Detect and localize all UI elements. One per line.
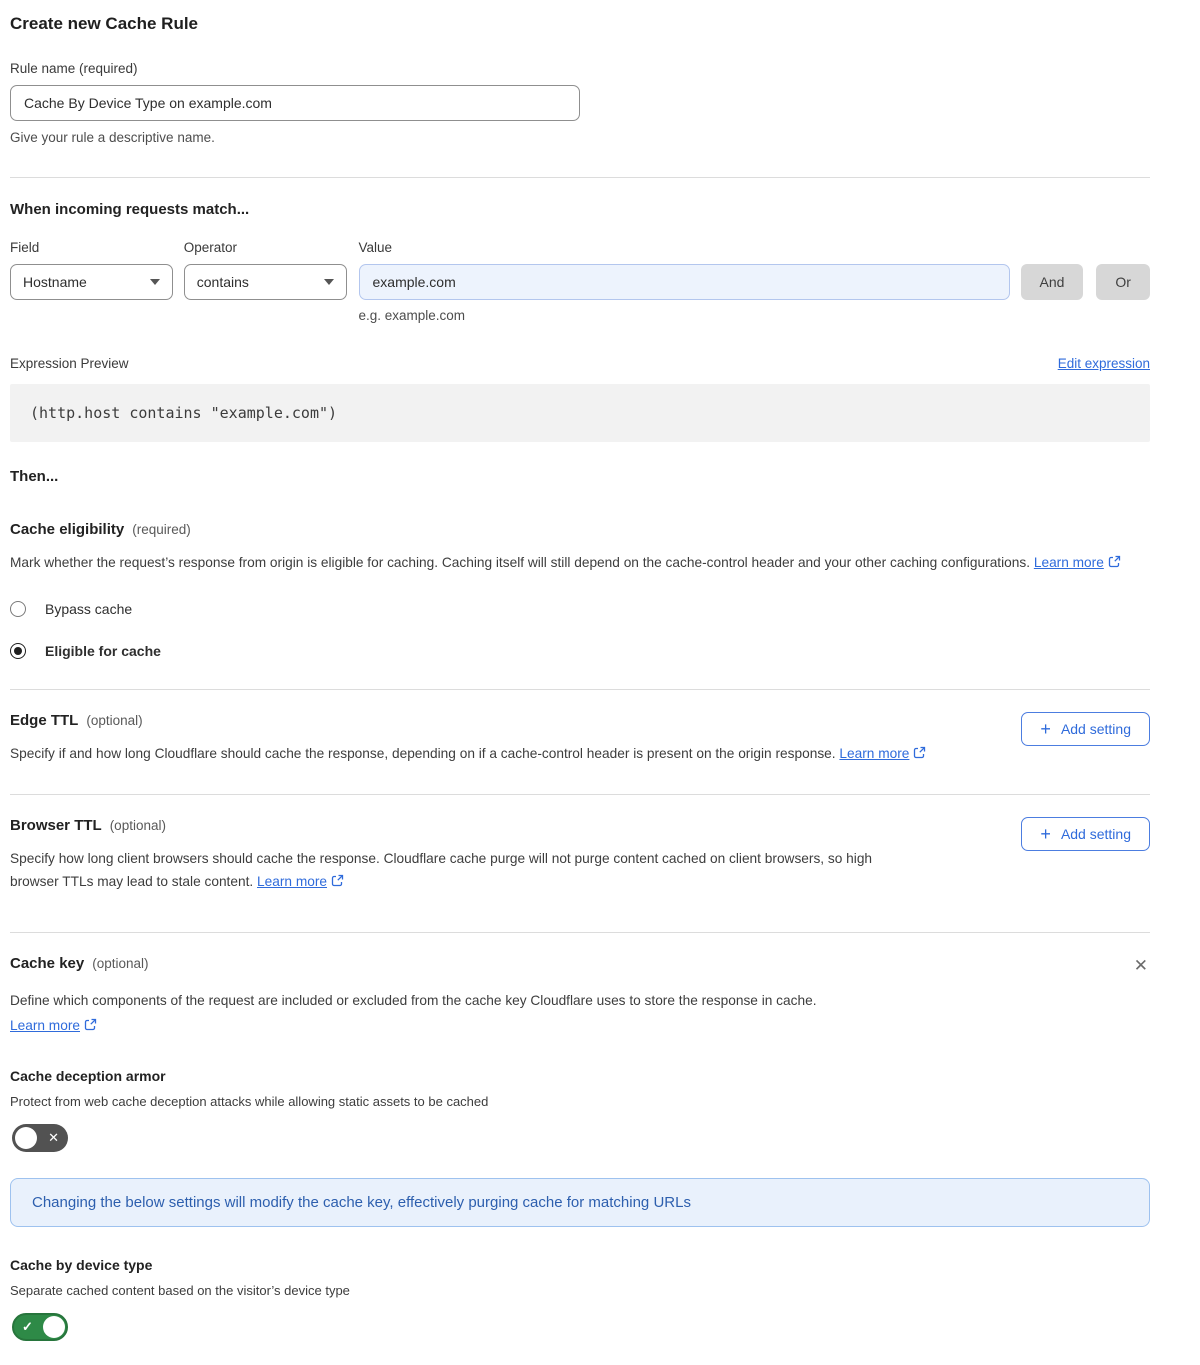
close-icon[interactable]: ✕: [1133, 956, 1148, 975]
browser-ttl-section: [10, 817, 1150, 894]
radio-icon[interactable]: [10, 601, 26, 617]
divider: [10, 177, 1150, 178]
add-setting-label: Add setting: [1060, 721, 1131, 737]
cache-key-header-row: [10, 955, 1150, 976]
cache-key-description: Define which components of the request are included or excluded from the cache key Cloudflare uses to store the response in cache.: [10, 993, 817, 1008]
operator-selected-value: contains: [196, 274, 249, 290]
divider: [10, 932, 1150, 933]
browser-ttl-learn-more-link[interactable]: Learn more: [257, 874, 328, 889]
cache-deception-armor-title: Cache deception armor: [10, 1068, 166, 1084]
radio-option-eligible-for-cache[interactable]: [10, 643, 1150, 659]
chevron-down-icon: [150, 279, 160, 285]
plus-icon: +: [1040, 719, 1051, 739]
toggle-knob: [43, 1316, 65, 1338]
field-group: [10, 240, 173, 300]
edge-ttl-add-setting-button[interactable]: [1021, 712, 1150, 746]
value-input[interactable]: [359, 264, 1010, 300]
cache-deception-armor-description: Protect from web cache deception attacks while allowing static assets to be cached: [10, 1094, 489, 1109]
cache-key-section: [10, 955, 1150, 1365]
then-heading: Then...: [10, 468, 59, 485]
cache-by-device-type-title: Cache by device type: [10, 1257, 153, 1273]
browser-ttl-description-text: Specify how long client browsers should cache the response. Cloudflare cache purge will not purge content cached on client browsers, so high browser TTLs may lead to stale content.: [10, 851, 873, 889]
operator-group: [184, 240, 347, 300]
create-cache-rule-page: [10, 14, 1150, 1365]
toggle-knob: [15, 1127, 37, 1149]
edge-ttl-title-row: [10, 712, 926, 729]
external-link-icon: [331, 871, 344, 894]
match-condition-row: [10, 240, 1150, 323]
rule-name-input[interactable]: [10, 85, 580, 121]
divider: [10, 794, 1150, 795]
cache-key-info-banner: Changing the below settings will modify the cache key, effectively purging cache for matching URLs: [10, 1178, 1150, 1227]
toggle-on-icon: ✓: [22, 1319, 33, 1334]
browser-ttl-description: [10, 847, 916, 894]
rule-name-helper: Give your rule a descriptive name.: [10, 130, 215, 145]
field-selected-value: Hostname: [23, 274, 87, 290]
edge-ttl-title: Edge TTL: [10, 712, 79, 729]
radio-label: Bypass cache: [45, 601, 133, 617]
cache-key-title: Cache key: [10, 955, 85, 972]
cache-eligibility-section: [10, 521, 1150, 659]
value-group: [358, 240, 1010, 323]
expression-preview-box: (http.host contains "example.com"): [10, 384, 1150, 442]
operator-select[interactable]: [184, 264, 347, 300]
and-button[interactable]: And: [1021, 264, 1084, 300]
cache-by-device-type-toggle[interactable]: [12, 1313, 68, 1341]
cache-by-device-type-description: Separate cached content based on the visitor’s device type: [10, 1283, 350, 1298]
match-heading: When incoming requests match...: [10, 201, 250, 218]
external-link-icon: [1108, 552, 1121, 575]
edge-ttl-description-text: Specify if and how long Cloudflare should cache the response, depending on if a cache-control header is present on the origin response.: [10, 746, 836, 761]
edge-ttl-content: [10, 712, 926, 766]
plus-icon: +: [1040, 824, 1051, 844]
cache-eligibility-title: Cache eligibility: [10, 521, 125, 538]
edit-expression-link[interactable]: Edit expression: [1057, 356, 1150, 371]
cache-key-learn-more-link[interactable]: Learn more: [10, 1018, 80, 1033]
value-helper: e.g. example.com: [358, 308, 466, 323]
rule-name-label: Rule name (required): [10, 61, 138, 76]
edge-ttl-learn-more-link[interactable]: Learn more: [839, 746, 910, 761]
cache-key-title-row: [10, 955, 149, 972]
cache-key-tag: (optional): [92, 956, 149, 971]
browser-ttl-add-setting-button[interactable]: [1021, 817, 1150, 851]
cache-eligibility-description: [10, 551, 1132, 575]
cache-deception-armor-toggle[interactable]: [12, 1124, 68, 1152]
operator-label: Operator: [183, 240, 238, 255]
external-link-icon: [913, 743, 926, 766]
chevron-down-icon: [324, 279, 334, 285]
radio-icon[interactable]: [10, 643, 26, 659]
expression-preview-label: Expression Preview: [10, 356, 129, 371]
radio-label: Eligible for cache: [45, 643, 161, 659]
cache-key-learn-more-row: [10, 1014, 1150, 1038]
cache-eligibility-tag: (required): [132, 522, 191, 537]
expression-header: [10, 356, 1150, 371]
page-title: Create new Cache Rule: [10, 14, 199, 33]
or-button[interactable]: Or: [1096, 264, 1150, 300]
edge-ttl-description: [10, 742, 926, 766]
field-select[interactable]: [10, 264, 173, 300]
cache-eligibility-description-text: Mark whether the request’s response from origin is eligible for caching. Caching itself will still depend on the cache-control header and your other caching configurations.: [10, 555, 1031, 570]
edge-ttl-section: [10, 712, 1150, 766]
cache-eligibility-learn-more-link[interactable]: Learn more: [1033, 555, 1104, 570]
cache-eligibility-title-row: [10, 521, 1150, 538]
add-setting-label: Add setting: [1060, 826, 1131, 842]
browser-ttl-content: [10, 817, 916, 894]
value-label: Value: [358, 240, 393, 255]
radio-option-bypass-cache[interactable]: [10, 601, 1150, 617]
toggle-off-icon: ✕: [48, 1130, 59, 1145]
rule-name-group: [10, 61, 1150, 145]
browser-ttl-tag: (optional): [109, 818, 166, 833]
external-link-icon: [84, 1015, 97, 1038]
browser-ttl-title: Browser TTL: [10, 817, 102, 834]
browser-ttl-title-row: [10, 817, 916, 834]
field-label: Field: [10, 240, 40, 255]
divider: [10, 689, 1150, 690]
edge-ttl-tag: (optional): [86, 713, 143, 728]
